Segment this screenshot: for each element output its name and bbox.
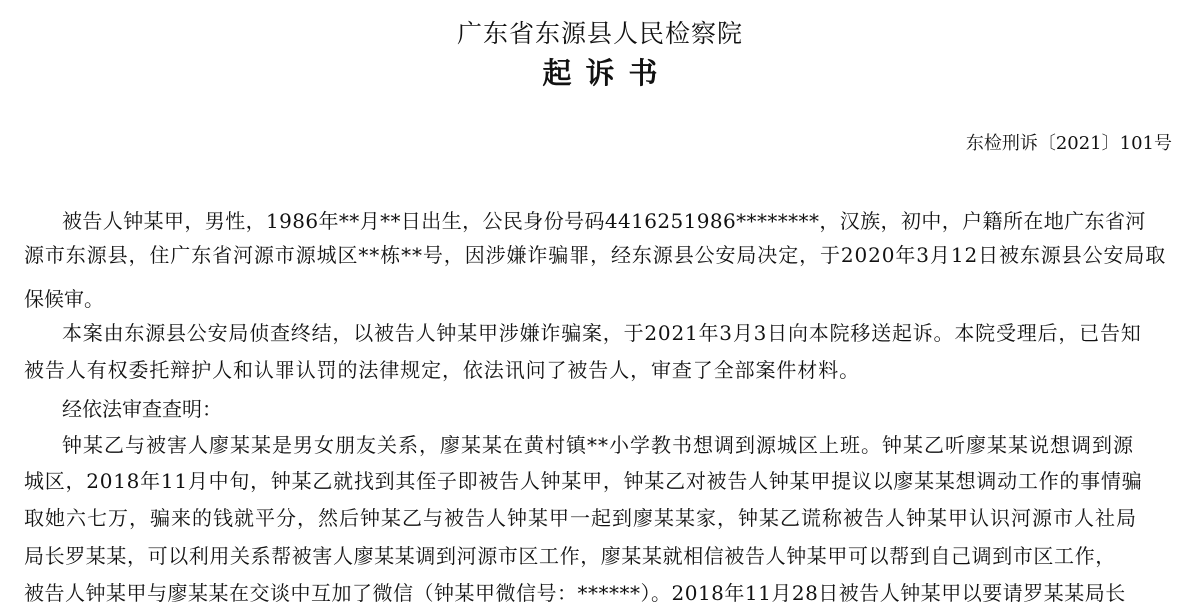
body-line: 城区，2018年11月中旬，钟某乙就找到其侄子即被告人钟某甲，钟某乙对被告人钟某甲提议以廖某某想调动工作的事情骗 <box>24 469 1143 493</box>
document-number: 东检刑诉〔2021〕101号 <box>965 133 1172 154</box>
body-line: 被告人钟某甲，男性，1986年**月**日出生，公民身份号码4416251986********，汉族，初中，户籍所在地广东省河 <box>62 209 1146 233</box>
section-heading: 经依法审查查明： <box>62 397 222 421</box>
body-line: 本案由东源县公安局侦查终结，以被告人钟某甲涉嫌诈骗案，于2021年3月3日向本院移送起诉。本院受理后，已告知 <box>62 321 1142 345</box>
body-line: 被告人有权委托辩护人和认罪认罚的法律规定，依法讯问了被告人，审查了全部案件材料。 <box>24 358 860 382</box>
body-line: 取她六七万，骗来的钱就平分，然后钟某乙与被告人钟某甲一起到廖某某家，钟某乙谎称被告人钟某甲认识河源市人社局 <box>24 506 1137 530</box>
organization-title: 广东省东源县人民检察院 <box>456 19 743 48</box>
body-line: 源市东源县，住广东省河源市源城区**栋**号，因涉嫌诈骗罪，经东源县公安局决定，于2020年3月12日被东源县公安局取 <box>24 243 1167 267</box>
body-line: 钟某乙与被害人廖某某是男女朋友关系，廖某某在黄村镇**小学教书想调到源城区上班。钟某乙听廖某某说想调到源 <box>62 433 1134 457</box>
body-line: 保候审。 <box>24 287 104 311</box>
body-line: 被告人钟某甲与廖某某在交谈中互加了微信（钟某甲微信号：******）。2018年11月28日被告人钟某甲以要请罗某某局长 <box>24 581 1126 605</box>
document-title: 起诉书 <box>542 56 672 90</box>
body-line: 局长罗某某，可以利用关系帮被害人廖某某调到河源市区工作，廖某某就相信被告人钟某甲可以帮到自己调到市区工作， <box>24 544 1116 568</box>
